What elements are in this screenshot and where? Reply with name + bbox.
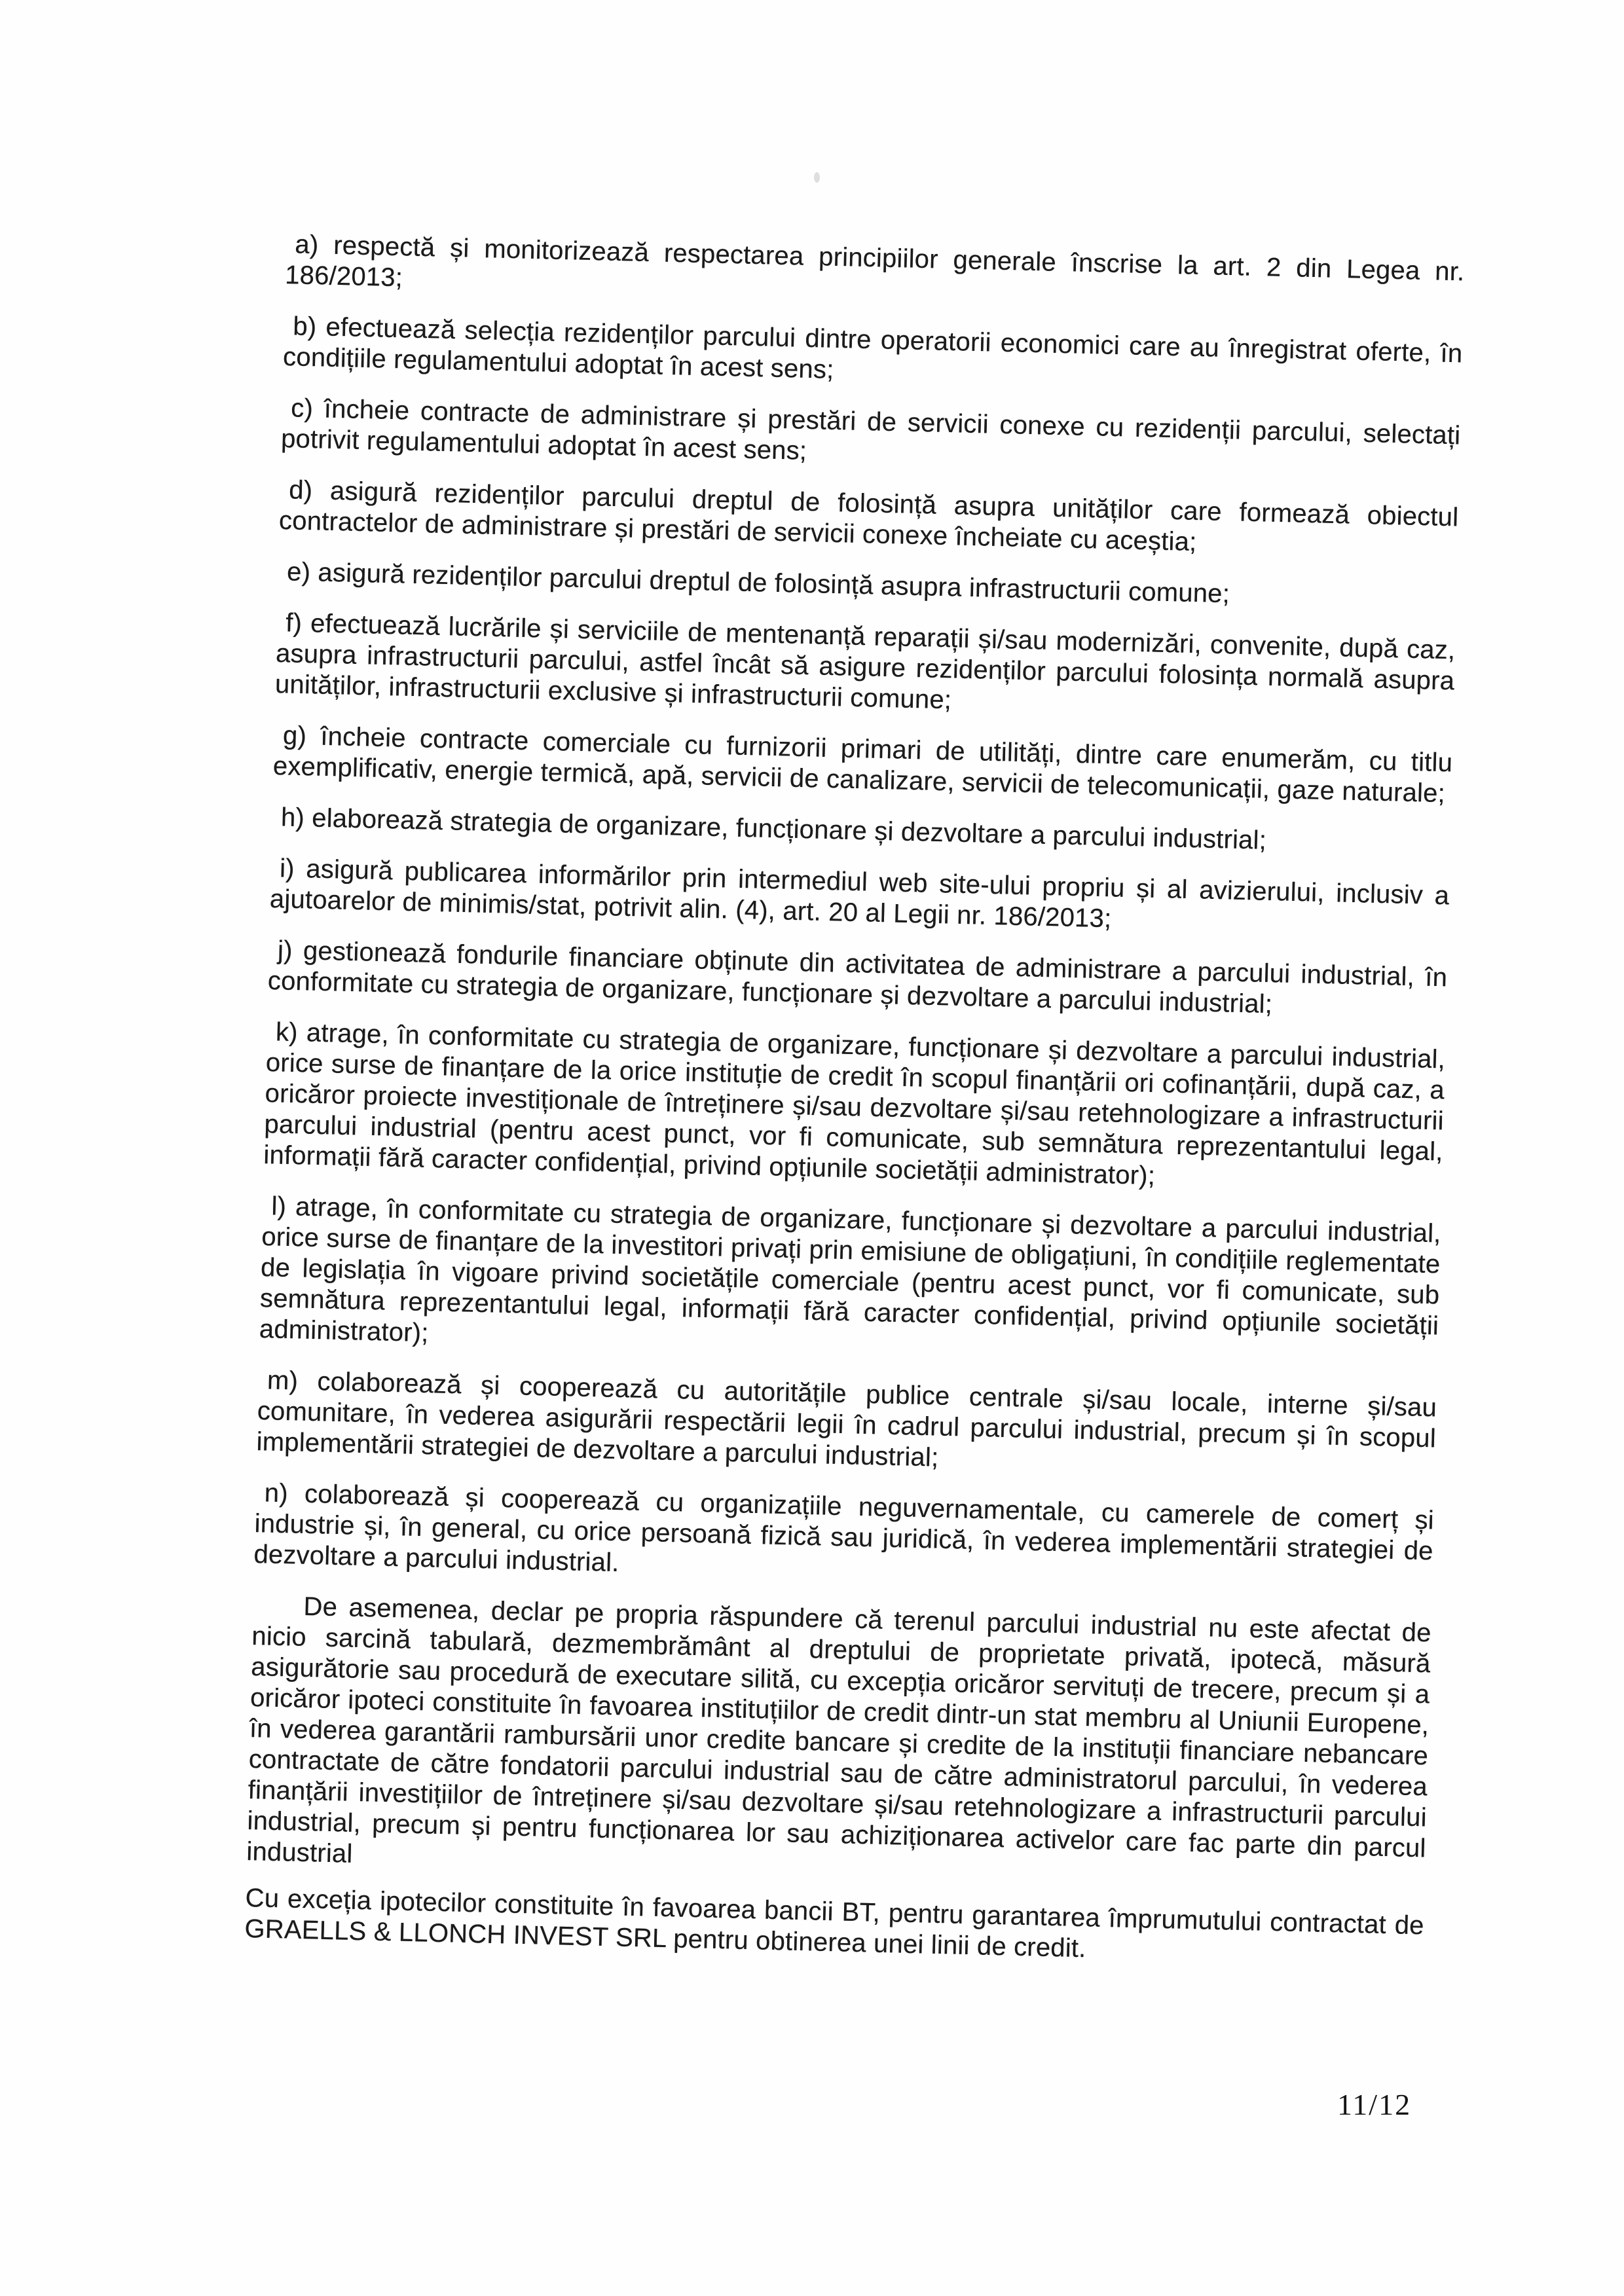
paragraph-n: n) colaborează și cooperează cu organizațiile neguvernamentale, cu camerele de comerț și industrie și, în general, cu orice persoană fizică sau juridică, în vederea implementării strategiei de dezvoltare a parcului industrial.: [253, 1478, 1435, 1578]
paragraph-b: b) efectuează selecția rezidenților parcului dintre operatorii economici care au înregistrat oferte, în condițiile regulamentului adoptat în acest sens;: [282, 312, 1463, 384]
exception-note-paragraph: Cu exceția ipotecilor constituite în favoarea bancii BT, pentru garantarea împrumutului contractat de GRAELLS & LLONCH INVEST SRL pentru obtinerea unei linii de credit.: [244, 1884, 1425, 1963]
page-number: 11/12: [1337, 2088, 1412, 2121]
paragraph-h: h) elaborează strategia de organizare, funcționare și dezvoltare a parcului industrial;: [280, 803, 1267, 855]
paragraph-i: i) asigură publicarea informărilor prin intermediul web site-ului propriu și al avizierului, inclusiv a ajutoarelor de minimis/stat, potrivit alin. (4), art. 20 al Legii nr. 186/2013;: [269, 854, 1450, 934]
paragraph-a: a) respectă și monitorizează respectarea principiilor generale înscrise la art. 2 din Legea nr. 186/2013;: [284, 230, 1465, 293]
paragraph-g: g) încheie contracte comerciale cu furnizorii primari de utilități, dintre care enumerăm, cu titlu exemplificativ, energie termică, apă, servicii de canalizare, servicii de telecomunicații, gaze naturale;: [272, 721, 1453, 809]
scan-artifact: [814, 172, 820, 183]
paragraph-l: l) atrage, în conformitate cu strategia de organizare, funcționare și dezvoltare a parcului industrial, orice surse de finanțare de la investitori privați prin emisiune de obligațiuni, în condițiile reglementate de legislația în vigoare privind societățile comerciale (pentru acest punct, vor fi comunicate, sub semnătura reprezentantului legal, informații fără caracter confidențial, privind opțiunile societății administrator);: [259, 1192, 1442, 1348]
paragraph-j: j) gestionează fondurile financiare obținute din activitatea de administrare a parcului industrial, în conformitate cu strategia de organizare, funcționare și dezvoltare a parcului industrial;: [267, 936, 1448, 1019]
paragraph-e: e) asigură rezidenților parcului dreptul de folosință asupra infrastructurii comune;: [286, 557, 1230, 609]
paragraph-d: d) asigură rezidenților parcului dreptul de folosință asupra unităților care formează obiectul contractelor de administrare și prestări de servicii conexe încheiate cu aceștia;: [278, 475, 1459, 557]
paragraph-m: m) colaborează și cooperează cu autoritățile publice centrale și/sau locale, interne și/sau comunitare, în vederea asigurării respectării legii în cadrul parcului industrial, precum și în scopul implementării strategiei de dezvoltare a parcului industrial;: [256, 1366, 1437, 1472]
paragraph-k: k) atrage, în conformitate cu strategia de organizare, funcționare și dezvoltare a parcului industrial, orice surse de finanțare de la orice instituție de credit în scopul finanțării ori cofinanțării, după caz, a oricăror proiecte investiționale de întreținere și/sau dezvoltare și/sau retehnologizare a infrastructurii parcului industrial (pentru acest punct, vor fi comunicate, sub semnătura reprezentantului legal, informații fără caracter confidențial, privind opțiunile societății administrator);: [263, 1017, 1446, 1191]
paragraph-c: c) încheie contracte de administrare și prestări de servicii conexe cu rezidenții parcului, selectați potrivit regulamentului adoptat în acest sens;: [280, 393, 1461, 465]
document-text-block: [244, 229, 1465, 1972]
closing-declaration-paragraph: De asemenea, declar pe propria răspundere că terenul parcului industrial nu este afectat de nicio sarcină tabulară, dezmembrământ al dreptului de proprietate privată, ipotecă, măsură asigurătorie sau procedură de executare silită, cu excepția oricăror servituți de trecere, precum și a oricăror ipoteci constituite în favoarea instituțiilor de credit dintr-un stat membru al Uniunii Europene, în vederea garantării rambursării unor credite bancare și credite de la instituții financiare nebancare contractate de către fondatorii parcului industrial sau de către administratorul parcului, în vederea finanțării investițiilor de întreținere și/sau dezvoltare și/sau retehnologizare a infrastructurii parcului industrial, precum și pentru funcționarea lor sau achiziționarea activelor care fac parte din parcul industrial: [246, 1592, 1432, 1868]
paragraph-f: f) efectuează lucrările și serviciile de mentenanță reparații și/sau modernizări, convenite, după caz, asupra infrastructurii parcului, astfel încât să asigure rezidenților parcului folosința normală asupra unităților, infrastructurii exclusive și infrastructurii comune;: [274, 608, 1456, 715]
